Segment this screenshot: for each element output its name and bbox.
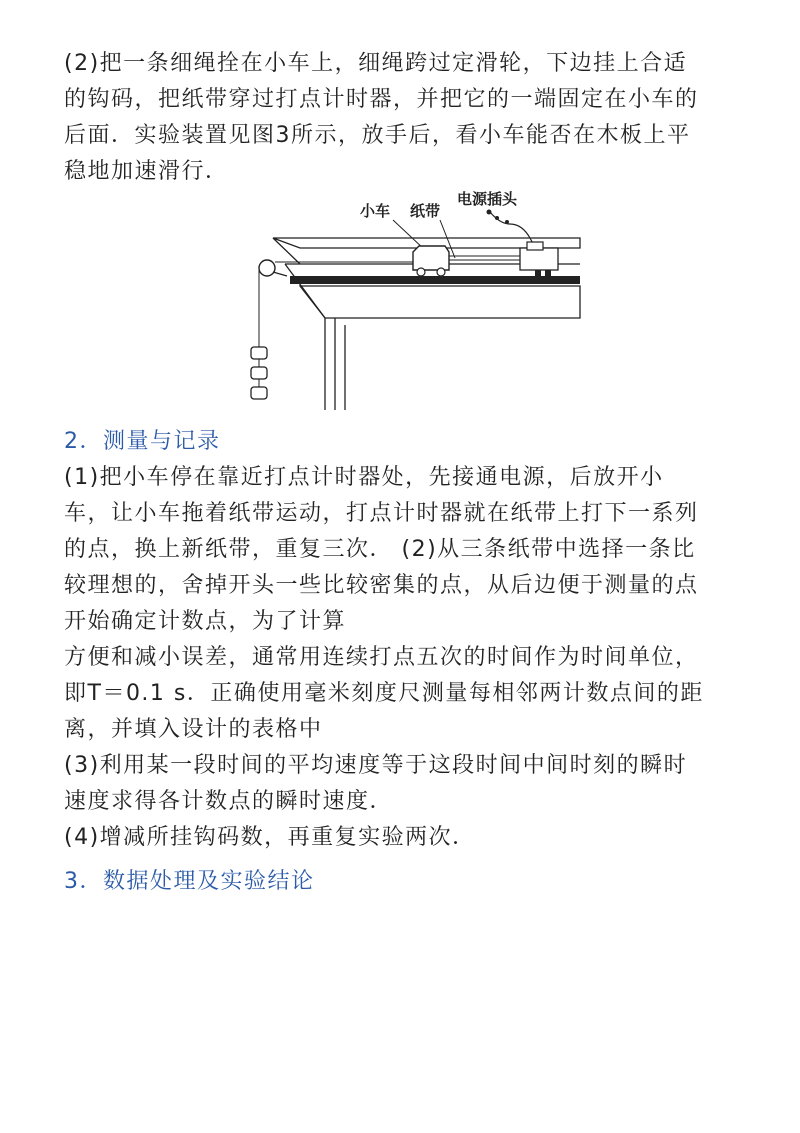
text-line: (4)增减所挂钩码数，再重复实验两次． bbox=[64, 825, 476, 850]
text-line: 车，让小车拖着纸带运动，打点计时器就在纸带上打下一系列 bbox=[64, 501, 699, 526]
apparatus-diagram bbox=[245, 190, 585, 415]
pulley bbox=[259, 260, 275, 276]
text-line: 稳地加速滑行． bbox=[64, 159, 229, 184]
step2-paragraph bbox=[64, 46, 754, 190]
tape-label: 纸带 bbox=[410, 202, 441, 220]
timer bbox=[520, 242, 558, 276]
measurement-paragraph bbox=[64, 460, 754, 856]
apparatus-figure bbox=[245, 190, 585, 415]
hook-weights bbox=[251, 347, 267, 399]
text-line: 的点，换上新纸带，重复三次． (2)从三条纸带中选择一条比 bbox=[64, 537, 696, 562]
text-line: 的钩码，把纸带穿过打点计时器，并把它的一端固定在小车的 bbox=[64, 87, 699, 112]
text-line: (2)把一条细绳拴在小车上，细绳跨过定滑轮，下边挂上合适 bbox=[64, 51, 688, 76]
table-front bbox=[300, 286, 580, 318]
text-line: 速度求得各计数点的瞬时速度． bbox=[64, 789, 394, 814]
section-heading: 2．测量与记录 bbox=[64, 429, 221, 454]
rail bbox=[290, 276, 580, 284]
text-line: 较理想的，舍掉开头一些比较密集的点，从后边便于测量的点 bbox=[64, 573, 699, 598]
text-line: 即T＝0.1 s．正确使用毫米刻度尺测量每相邻两计数点间的距 bbox=[64, 681, 704, 706]
text-line: 后面．实验装置见图3所示，放手后，看小车能否在木板上平 bbox=[64, 123, 691, 148]
text-line: 方便和减小误差，通常用连续打点五次的时间作为时间单位， bbox=[64, 645, 699, 670]
text-line: (1)把小车停在靠近打点计时器处，先接通电源，后放开小 bbox=[64, 465, 664, 490]
plug-label: 电源插头 bbox=[457, 190, 518, 208]
text-line: 开始确定计数点，为了计算 bbox=[64, 609, 347, 634]
section-heading: 3．数据处理及实验结论 bbox=[64, 869, 315, 894]
text-line: (3)利用某一段时间的平均速度等于这段时间中间时刻的瞬时 bbox=[64, 753, 688, 778]
text-line: 离，并填入设计的表格中 bbox=[64, 717, 323, 742]
cart bbox=[413, 246, 449, 276]
car-label: 小车 bbox=[360, 202, 391, 220]
